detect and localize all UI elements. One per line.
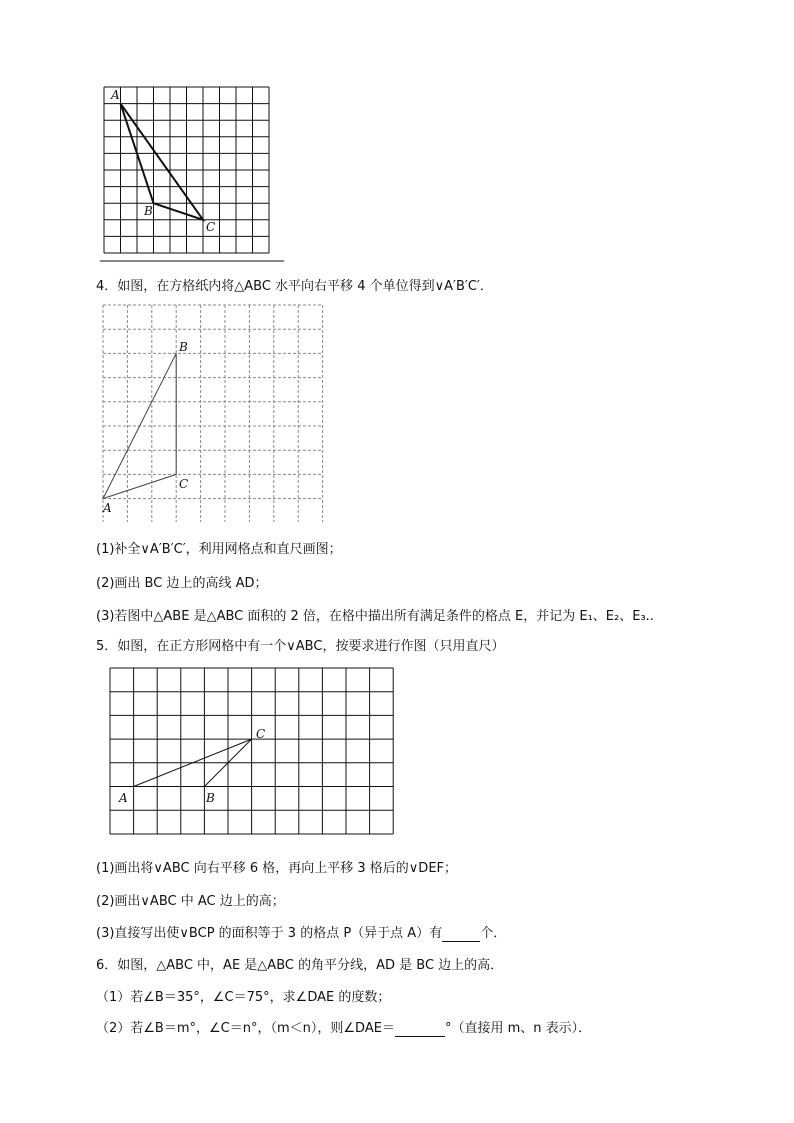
label-b: B [206,791,215,805]
label-a: A [119,791,128,805]
q4-part3: (3)若图中△ABE 是△ABC 面积的 2 倍，在格中描出所有满足条件的格点 E，并记为 E₁、E₂、E₃.. [96,609,654,624]
q4-part2: (2)画出 BC 边上的高线 AD； [96,576,268,591]
grid-lines [110,668,393,834]
q6-part2-before: （2）若∠B＝m°，∠C＝n°，（m＜n），则∠DAE＝ [96,1021,395,1036]
triangle-abc [121,104,204,220]
q6-part2 [96,1017,591,1037]
grid-lines [104,87,269,253]
figure-q5-grid [108,666,400,838]
q5-part3 [96,922,506,942]
answer-blank[interactable] [442,926,480,942]
label-c: C [206,220,216,234]
label-b: B [144,204,153,218]
q4-intro: 4．如图，在方格纸内将△ABC 水平向右平移 4 个单位得到∨A′B′C′． [96,279,493,294]
label-c: C [179,477,189,491]
q5-part2: (2)画出∨ABC 中 AC 边上的高； [96,894,285,909]
q6-intro: 6．如图，△ABC 中，AE 是△ABC 的角平分线，AD 是 BC 边上的高． [96,958,504,973]
q4-part1: (1)补全∨A′B′C′，利用网格点和直尺画图； [96,542,342,557]
dashed-grid [103,305,323,522]
figure-q4-grid [98,300,330,522]
label-a: A [111,88,120,102]
q5-intro: 5．如图，在正方形网格中有一个∨ABC，按要求进行作图（只用直尺） [96,639,505,654]
figure-1-grid [100,84,286,266]
label-b: B [179,340,188,354]
q5-part3-before: (3)直接写出使∨BCP 的面积等于 3 的格点 P（异于点 A）有 [96,926,443,941]
q6-part1: （1）若∠B＝35°，∠C＝75°，求∠DAE 的度数； [96,990,391,1005]
label-c: C [256,727,266,741]
q5-part3-after: 个． [480,926,507,941]
q6-part2-after: °（直接用 m、n 表示）． [444,1021,592,1036]
q5-part1: (1)画出将∨ABC 向右平移 6 格，再向上平移 3 格后的∨DEF； [96,861,458,876]
label-a: A [103,501,112,515]
answer-blank[interactable] [395,1021,445,1037]
